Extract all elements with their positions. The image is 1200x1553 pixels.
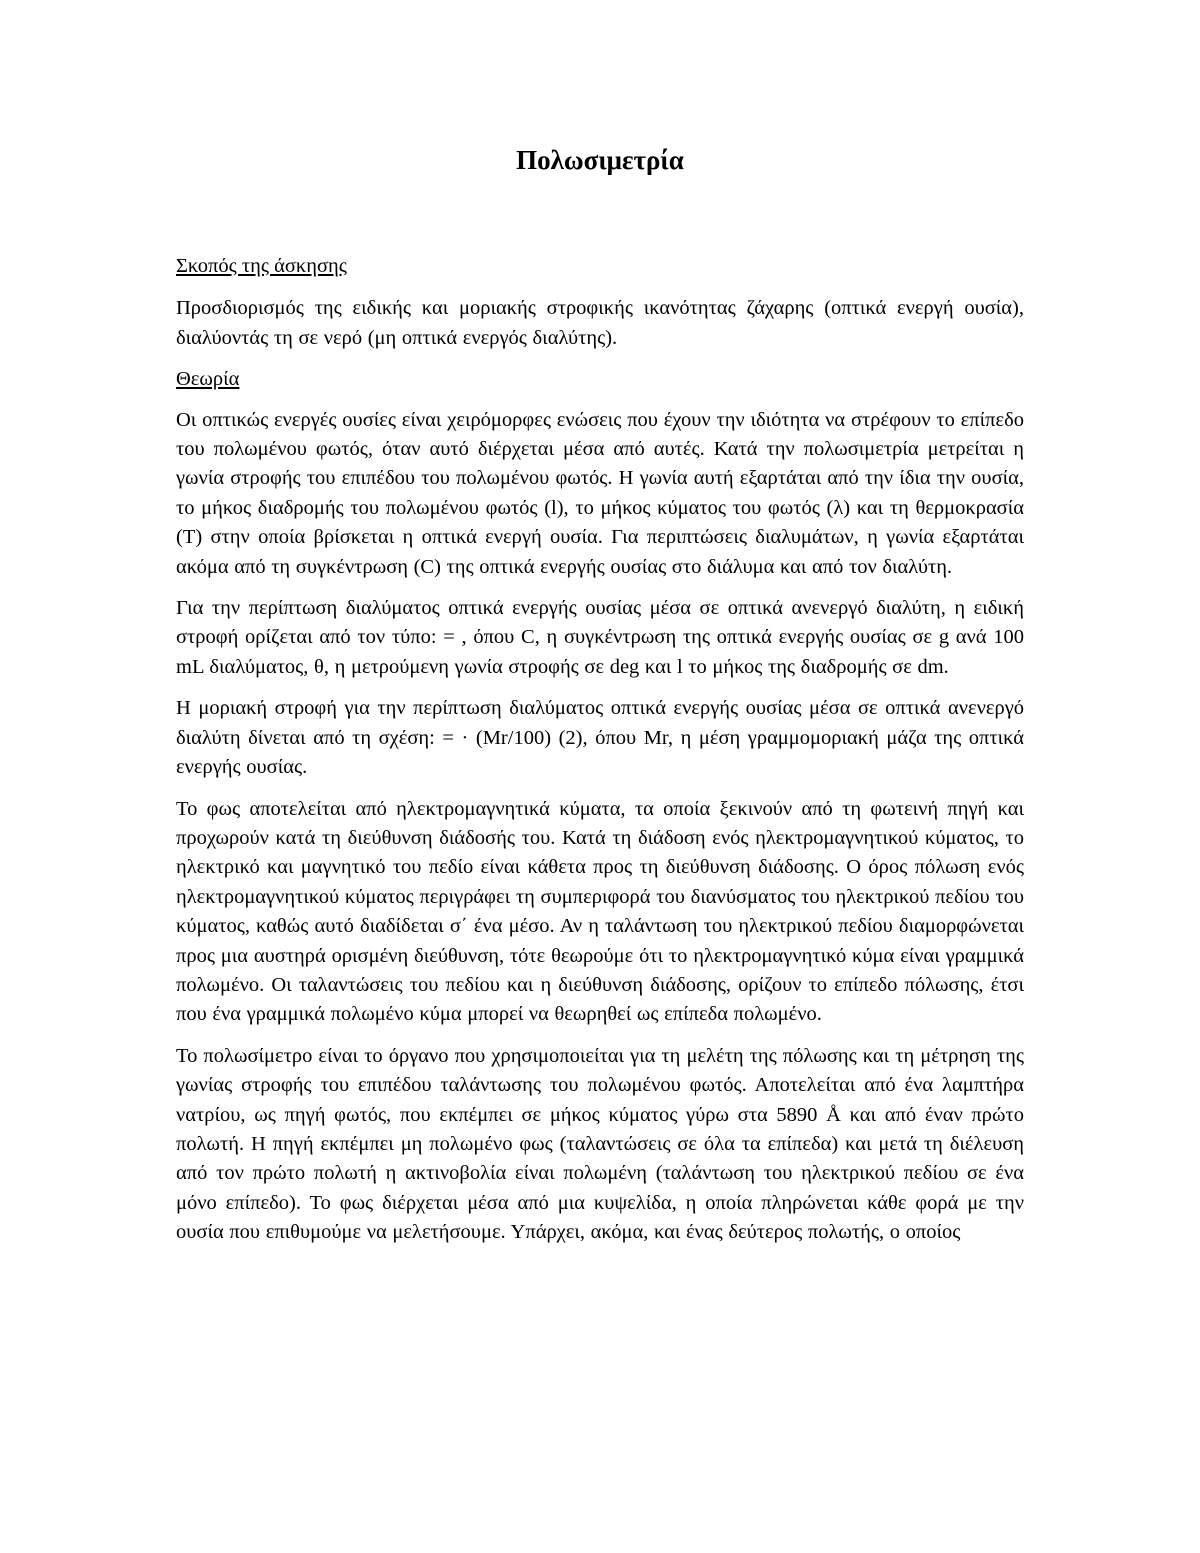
paragraph-purpose: Προσδιορισμός της ειδικής και μοριακής στροφικής ικανότητας ζάχαρης (οπτικά ενεργή ουσία), διαλύοντάς τη σε νερό (μη οπτικά ενεργός διαλύτης). <box>176 297 1024 349</box>
paragraph-molar-rotation: Η μοριακή στροφή για την περίπτωση διαλύματος οπτικά ενεργής ουσίας μέσα σε οπτικά ανενεργό διαλύτη δίνεται από τη σχέση: = · (Mr/100) (2), όπου Mr, η μέση γραμμομοριακή μάζα της οπτικά ενεργής ουσίας. <box>176 697 1024 779</box>
section-heading-purpose: Σκοπός της άσκησης <box>176 255 347 277</box>
document-title: Πολωσιμετρία <box>516 145 684 175</box>
document-body <box>176 252 1024 1248</box>
paragraph-polarization: Το φως αποτελείται από ηλεκτρομαγνητικά κύματα, τα οποία ξεκινούν από τη φωτεινή πηγή και προχωρούν κατά τη διεύθυνση διάδοσής του. Κατά τη διάδοση ενός ηλεκτρομαγνητικού κύματος, το ηλεκτρικό και μαγνητικό του πεδίο είναι κάθετα προς τη διεύθυνση διάδοσης. Ο όρος πόλωση ενός ηλεκτρομαγνητικού κύματος περιγράφει τη συμπεριφορά του διανύσματος του ηλεκτρικού πεδίου του κύματος, καθώς αυτό διαδίδεται σ΄ ένα μέσο. Αν η ταλάντωση του ηλεκτρικού πεδίου διαμορφώνεται προς μια αυστηρά ορισμένη διεύθυνση, τότε θεωρούμε ότι το ηλεκτρομαγνητικό κύμα είναι γραμμικά πολωμένο. Οι ταλαντώσεις του πεδίου και η διεύθυνση διάδοσης, ορίζουν το επίπεδο πόλωσης, έτσι που ένα γραμμικά πολωμένο κύμα μπορεί να θεωρηθεί ως επίπεδα πολωμένο. <box>176 797 1024 1026</box>
paragraph-specific-rotation: Για την περίπτωση διαλύματος οπτικά ενεργής ουσίας μέσα σε οπτικά ανενεργό διαλύτη, η ειδική στροφή ορίζεται από τον τύπο: = , όπου C, η συγκέντρωση της οπτικά ενεργής ουσίας σε g ανά 100 mL διαλύματος, θ, η μετρούμενη γωνία στροφής σε deg και l το μήκος της διαδρομής σε dm. <box>176 597 1024 678</box>
paragraph-polarimeter: Το πολωσίμετρο είναι το όργανο που χρησιμοποιείται για τη μελέτη της πόλωσης και τη μέτρηση της γωνίας στροφής του επιπέδου ταλάντωσης του πολωμένου φωτός. Αποτελείται από ένα λαμπτήρα νατρίου, ως πηγή φωτός, που εκπέμπει σε μήκος κύματος γύρω στα 5890 Å και από έναν πρώτο πολωτή. Η πηγή εκπέμπει μη πολωμένο φως (ταλαντώσεις σε όλα τα επίπεδα) και μετά τη διέλευση από τον πρώτο πολωτή η ακτινοβολία είναι πολωμένη (ταλάντωση του ηλεκτρικού πεδίου σε ένα μόνο επίπεδο). Το φως διέρχεται μέσα από μια κυψελίδα, η οποία πληρώνεται κάθε φορά με την ουσία που επιθυμούμε να μελετήσουμε. Υπάρχει, ακόμα, και ένας δεύτερος πολωτής, ο οποίος <box>176 1044 1024 1244</box>
section-heading-theory: Θεωρία <box>176 368 240 391</box>
paragraph-optical-activity: Οι οπτικώς ενεργές ουσίες είναι χειρόμορφες ενώσεις που έχουν την ιδιότητα να στρέφουν το επίπεδο του πολωμένου φωτός, όταν αυτό διέρχεται μέσα από αυτές. Κατά την πολωσιμετρία μετρείται η γωνία στροφής του επιπέδου του πολωμένου φωτός. Η γωνία αυτή εξαρτάται από την ίδια την ουσία, το μήκος διαδρομής του πολωμένου φωτός (l), το μήκος κύματος του φωτός (λ) και τη θερμοκρασία (T) στην οποία βρίσκεται η οπτικά ενεργή ουσία. Για περιπτώσεις διαλυμάτων, η γωνία εξαρτάται ακόμα από τη συγκέντρωση (C) της οπτικά ενεργής ουσίας στο διάλυμα και από τον διαλύτη. <box>176 408 1024 578</box>
